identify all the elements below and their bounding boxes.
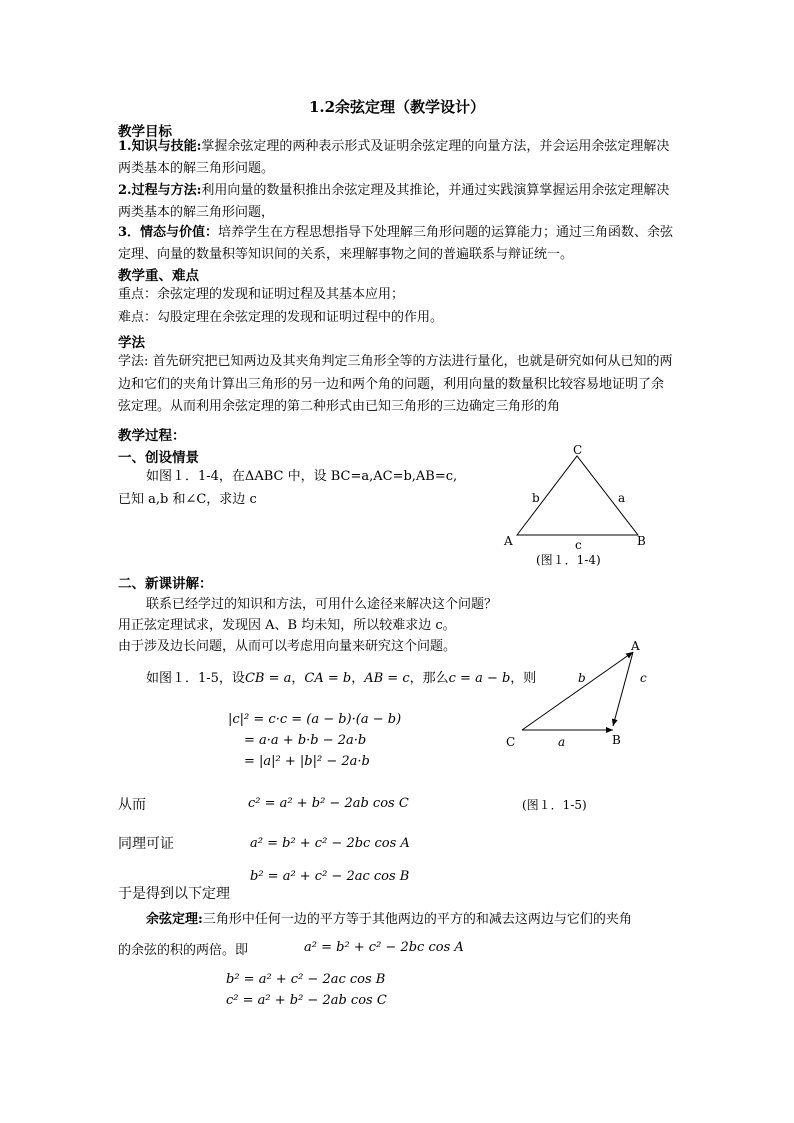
goal-3 — [118, 222, 674, 266]
keypoints-heading: 教学重、难点 — [118, 268, 199, 284]
theorem-label: 余弦定理: — [146, 912, 203, 927]
vector-ab-line — [613, 652, 633, 726]
section-1-heading: 一、创设情景 — [118, 450, 199, 466]
vector-c-diff: c = a − b — [448, 671, 511, 686]
point-c-label: C — [506, 735, 516, 749]
side-c-label: c — [575, 538, 582, 552]
method-heading: 学法 — [118, 335, 145, 351]
theorem-eq-b: b² = a² + c² − 2ac cos B — [226, 972, 386, 987]
vector-ca-line — [522, 652, 633, 730]
goal-3-label: 3．情态与价值： — [118, 225, 219, 240]
goal-1-text: 掌握余弦定理的两种表示形式及证明余弦定理的向量方法，并会运用余弦定理解决两类基本的解三角形问题。 — [118, 139, 670, 176]
figure-1-5-caption: (图１．1-5) — [522, 798, 587, 812]
triangle-figure-1-4 — [500, 444, 660, 574]
tongli-label: 同理可证 — [118, 836, 174, 852]
side-a-label: a — [618, 491, 626, 505]
vector-ca: CA = b — [304, 671, 352, 686]
vector-ab: AB = c — [364, 671, 410, 686]
goals-heading: 教学目标 — [118, 124, 172, 140]
derivation-line-2: = a·a + b·b − 2a·b — [244, 733, 367, 748]
goal-1-label: 1.知识与技能: — [118, 139, 202, 154]
figure-1-4-caption: (图１．1-4) — [536, 553, 601, 567]
s1-line-1: 如图１．1-4，在ΔABC 中，设 BC=a,AC=b,AB=c, — [146, 469, 458, 484]
theorem-line-1 — [146, 909, 632, 931]
side-b-label: b — [532, 491, 540, 505]
s2-line-1: 联系已经学过的知识和方法，可用什么途径来解决这个问题？ — [146, 597, 498, 612]
derivation-line-1: |c|² = c·c = (a − b)·(a − b) — [228, 712, 402, 727]
s2-line-4-prefix: 如图１．1-5，设 — [146, 671, 245, 686]
vertex-a-label: A — [504, 534, 513, 548]
point-a-label: A — [631, 639, 640, 653]
s1-line-2: 已知 a,b 和∠C，求边 c — [118, 492, 257, 507]
s2-ze: ，则 — [510, 671, 537, 686]
theorem-text-1: 三角形中任何一边的平方等于其他两边的平方的和减去这两边与它们的夹角 — [202, 912, 632, 927]
derivation-line-3: = |a|² + |b|² − 2a·b — [244, 754, 370, 769]
congcer-label: 从而 — [118, 797, 146, 813]
s2-line-4: 如图１．1-5，设CB = a，CA = b，AB = c，那么c = a − b，则 — [146, 671, 537, 686]
vector-a-label: a — [558, 735, 566, 749]
s2-line-3: 由于涉及边长问题，从而可以考虑用向量来研究这个问题。 — [118, 639, 457, 654]
method-text: 学法: 首先研究把已知两边及其夹角判定三角形全等的方法进行量化，也就是研究如何从已知的两边和它们的夹角计算出三角形的另一边和两个角的问题，利用向量的数量积比较容易地证明了余弦定理。从而利用余弦定理的第二种形式由已知三角形的三边确定三角形的角 — [118, 354, 673, 414]
vector-b-label: b — [578, 671, 586, 685]
vector-cb: CB = a — [244, 671, 292, 686]
goal-1 — [118, 136, 674, 180]
goal-2-label: 2.过程与方法: — [118, 183, 202, 198]
theorem-eq-c: c² = a² + b² − 2ab cos C — [226, 993, 387, 1008]
yushi-line: 于是得到以下定理 — [118, 886, 230, 902]
theorem-eq-a: a² = b² + c² − 2bc cos A — [304, 940, 464, 955]
vector-c-label: c — [640, 671, 647, 685]
point-b-label: B — [612, 733, 621, 747]
vector-figure-1-5 — [500, 636, 670, 756]
equation-b-squared: b² = a² + c² − 2ac cos B — [250, 869, 410, 884]
difficult-point: 难点：勾股定理在余弦定理的发现和证明过程中的作用。 — [118, 310, 444, 325]
equation-a-squared: a² = b² + c² − 2bc cos A — [250, 836, 410, 851]
s2-then: ，那么 — [409, 671, 449, 686]
goal-2 — [118, 180, 674, 224]
goal-2-text: 利用向量的数量积推出余弦定理及其推论，并通过实践演算掌握运用余弦定理解决两类基本的解三角形问题， — [118, 183, 670, 220]
process-heading: 教学过程： — [118, 428, 186, 444]
vertex-c-label: C — [573, 444, 583, 457]
theorem-line-2: 的余弦的积的两倍。即 — [118, 943, 249, 958]
key-point: 重点：余弦定理的发现和证明过程及其基本应用； — [118, 287, 405, 302]
section-2-heading: 二、新课讲解： — [118, 576, 213, 592]
vertex-b-label: B — [637, 534, 646, 548]
s2-line-2: 用正弦定理试求，发现因 A、B 均未知，所以较难求边 c。 — [118, 618, 456, 633]
equation-c-squared: c² = a² + b² − 2ab cos C — [248, 796, 409, 811]
page-title: 1.2余弦定理（教学设计） — [308, 98, 486, 116]
goal-3-text: 培养学生在方程思想指导下处理解三角形问题的运算能力；通过三角函数、余弦定理、向量的数量积等知识间的关系，来理解事物之间的普遍联系与辩证统一。 — [118, 225, 674, 262]
